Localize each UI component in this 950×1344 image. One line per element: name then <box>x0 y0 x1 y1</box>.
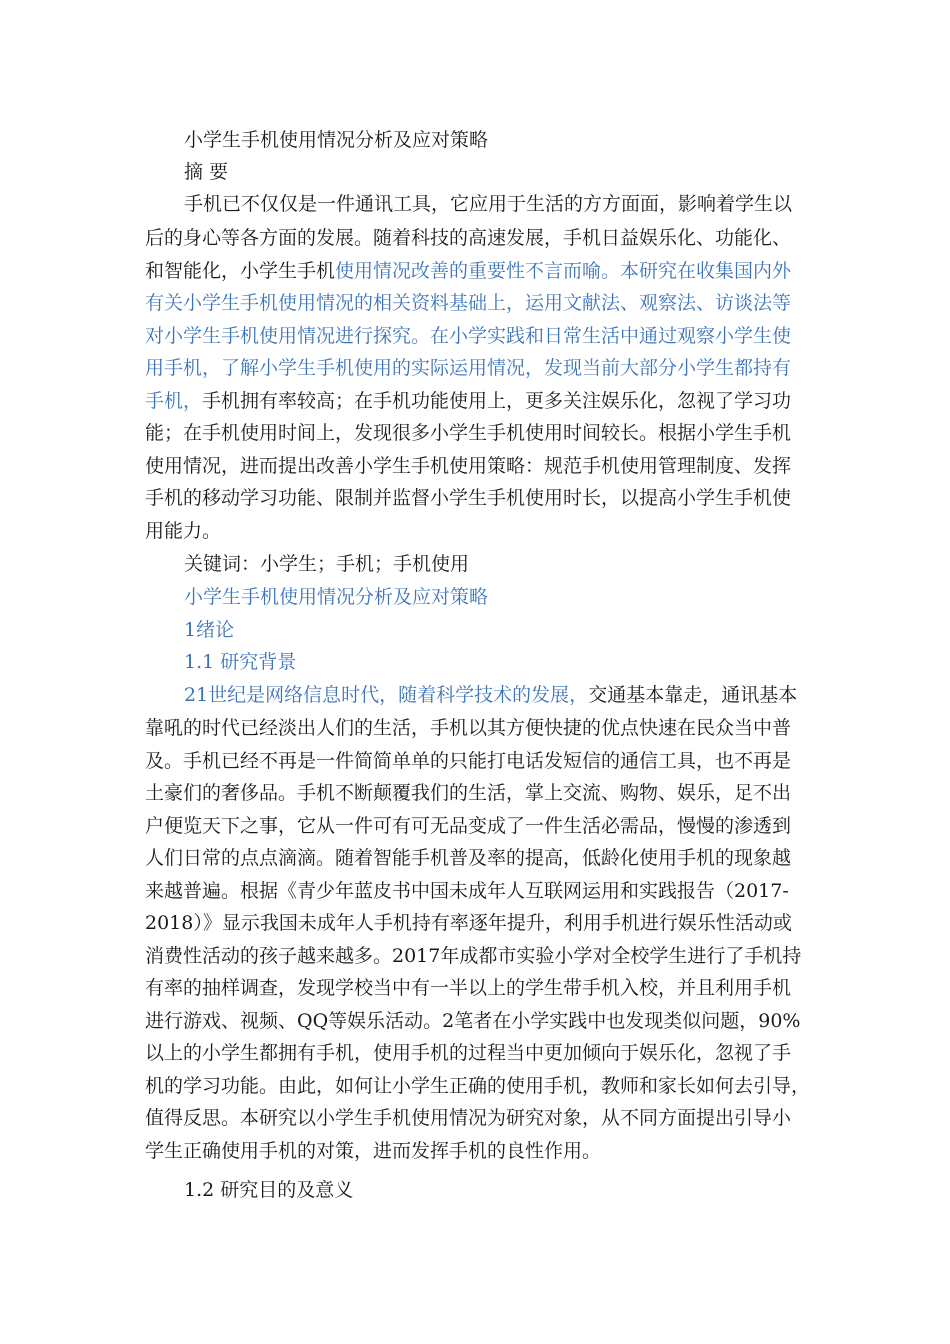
text-segment: 交通基本靠走，通讯基本 <box>588 684 798 706</box>
text-segment: 后的身心等各方面的发展。随着科技的高速发展，手机日益娱乐化、功能化、 <box>145 227 792 249</box>
text-segment: 机的学习功能。由此，如何让小学生正确的使用手机，教师和家长如何去引导， <box>145 1075 811 1097</box>
text-segment: 手机已不仅仅是一件通讯工具，它应用于生活的方方面面，影响着学生以 <box>184 193 793 215</box>
highlighted-text-segment: 使用情况改善的重要性不言而喻。本研究在收集国内外 <box>335 260 792 282</box>
abstract-line <box>145 288 791 318</box>
paragraph-line <box>145 908 792 938</box>
highlighted-text-segment: 对小学生手机使用情况进行探究。在小学实践和日常生活中通过观察小学生使 <box>145 325 792 347</box>
text-segment: 2018）》显示我国未成年人手机持有率逐年提升，利用手机进行娱乐性活动或 <box>145 912 792 934</box>
highlighted-text-segment: 手机， <box>145 390 203 412</box>
text-segment: 靠吼的时代已经淡出人们的生活，手机以其方便快捷的优点快速在民众当中普 <box>145 717 792 739</box>
text-segment: 土豪们的奢侈品。手机不断颠覆我们的生活，掌上交流、购物、娱乐，足不出 <box>145 782 792 804</box>
text-segment: 手机拥有率较高；在手机功能使用上，更多关注娱乐化，忽视了学习功 <box>202 390 792 412</box>
text-segment: 使用情况，进而提出改善小学生手机使用策略：规范手机使用管理制度、发挥 <box>145 455 792 477</box>
paragraph-line <box>145 973 791 1003</box>
text-segment: 消费性活动的孩子越来越多。2017年成都市实验小学对全校学生进行了手机持 <box>145 945 802 967</box>
abstract-line <box>145 516 221 546</box>
highlighted-text-segment: 21世纪是网络信息时代，随着科学技术的发展， <box>184 684 589 706</box>
title-repeat: 小学生手机使用情况分析及应对策略 <box>184 586 489 608</box>
abstract-line <box>145 451 791 481</box>
highlighted-text-segment: 有关小学生手机使用情况的相关资料基础上，运用文献法、观察法、访谈法等 <box>145 292 792 314</box>
abstract-line <box>145 418 791 448</box>
document-title: 小学生手机使用情况分析及应对策略 <box>184 129 489 151</box>
text-segment: 值得反思。本研究以小学生手机使用情况为研究对象，从不同方面提出引导小 <box>145 1107 792 1129</box>
paragraph-line <box>145 811 791 841</box>
paragraph-line <box>145 941 801 971</box>
text-segment: 有率的抽样调查，发现学校当中有一半以上的学生带手机入校，并且利用手机 <box>145 977 792 999</box>
abstract-line <box>145 223 791 253</box>
text-segment: 用能力。 <box>145 520 222 542</box>
abstract-heading: 摘 要 <box>184 161 229 183</box>
paragraph-line <box>145 1071 810 1101</box>
text-segment: 以上的小学生都拥有手机，使用手机的过程当中更加倾向于娱乐化，忽视了手 <box>145 1042 792 1064</box>
highlighted-text-segment: 用手机，了解小学生手机使用的实际运用情况，发现当前大部分小学生都持有 <box>145 357 792 379</box>
abstract-line <box>145 321 791 351</box>
text-segment: 进行游戏、视频、QQ等娱乐活动。2笔者在小学实践中也发现类似问题，90% <box>145 1010 801 1032</box>
paragraph-line <box>145 713 791 743</box>
abstract-line <box>145 353 791 383</box>
text-segment: 能；在手机使用时间上，发现很多小学生手机使用时间较长。根据小学生手机 <box>145 422 792 444</box>
section-heading-1-2: 1.2 研究目的及意义 <box>184 1179 354 1201</box>
paragraph-line <box>145 1006 800 1036</box>
keywords-line: 关键词：小学生；手机；手机使用 <box>184 553 470 575</box>
paragraph-line <box>145 1038 791 1068</box>
abstract-line <box>184 189 792 219</box>
text-segment: 人们日常的点点滴滴。随着智能手机普及率的提高，低龄化使用手机的现象越 <box>145 847 792 869</box>
paragraph-line <box>145 1103 791 1133</box>
text-segment: 来越普遍。根据《青少年蓝皮书中国未成年人互联网运用和实践报告（2017- <box>145 880 789 902</box>
section-heading-1-1: 1.1 研究背景 <box>184 651 297 673</box>
chapter-heading: 1绪论 <box>184 619 235 641</box>
abstract-line <box>145 386 791 416</box>
text-segment: 户便览天下之事，它从一件可有可无品变成了一件生活必需品，慢慢的渗透到 <box>145 815 792 837</box>
paragraph-line <box>145 876 789 906</box>
text-segment: 手机的移动学习功能、限制并监督小学生手机使用时长，以提高小学生手机使 <box>145 487 792 509</box>
text-segment: 及。手机已经不再是一件简简单单的只能打电话发短信的通信工具，也不再是 <box>145 750 792 772</box>
abstract-line <box>145 256 791 286</box>
paragraph-line <box>145 778 791 808</box>
paragraph-line <box>184 680 797 710</box>
paragraph-line <box>145 843 791 873</box>
abstract-line <box>145 483 791 513</box>
paragraph-line <box>145 746 791 776</box>
text-segment: 学生正确使用手机的对策，进而发挥手机的良性作用。 <box>145 1140 602 1162</box>
paragraph-line <box>145 1136 601 1166</box>
text-segment: 和智能化，小学生手机 <box>145 260 336 282</box>
